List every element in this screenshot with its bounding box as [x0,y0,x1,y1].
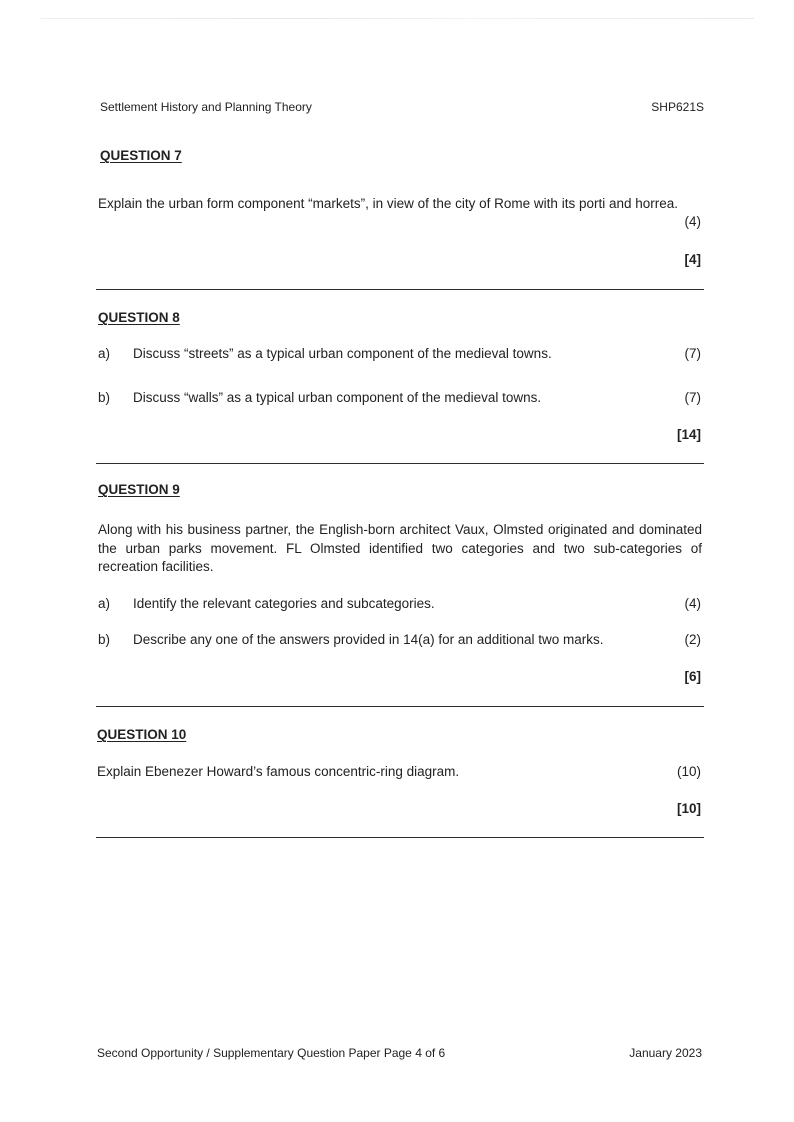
footer-page-info: Second Opportunity / Supplementary Question Paper Page 4 of 6 [97,1046,446,1060]
question-9a-text: Identify the relevant categories and subcategories. [133,596,435,611]
question-9b-text: Describe any one of the answers provided in 14(a) for an additional two marks. [133,632,604,647]
question-9b-label: b) [98,632,111,647]
question-8-title: QUESTION 8 [98,310,180,325]
question-8b-text: Discuss “walls” as a typical urban component of the medieval towns. [133,390,542,405]
question-8a-mark: (7) [684,346,701,361]
question-9-total: [6] [684,669,701,684]
footer-date: January 2023 [629,1046,702,1060]
question-7-title: QUESTION 7 [100,148,182,163]
course-code: SHP621S [651,100,704,114]
question-9a-label: a) [98,596,111,611]
question-10-mark: (10) [676,764,701,779]
section-divider [96,706,704,707]
question-10-text: Explain Ebenezer Howard’s famous concentric-ring diagram. [97,764,460,779]
section-divider [96,837,704,838]
question-8a-label: a) [98,346,111,361]
question-7-text: Explain the urban form component “markets”, in view of the city of Rome with its porti and horrea. [98,196,679,211]
scan-edge-line [40,18,754,19]
section-divider [96,463,704,464]
question-9a-mark: (4) [684,596,701,611]
question-9-text: Along with his business partner, the English-born architect Vaux, Olmsted originated and dominated the urban parks movement. FL Olmsted identified two categories and two sub-categories of recreation facilities. [98,522,702,574]
question-10-title: QUESTION 10 [97,727,187,742]
question-10-total: [10] [676,801,701,816]
question-8-total: [14] [676,427,701,442]
question-7-total: [4] [684,252,701,267]
question-8b-mark: (7) [684,390,701,405]
question-9-title: QUESTION 9 [98,482,180,497]
question-9b-mark: (2) [684,632,701,647]
question-8a-text: Discuss “streets” as a typical urban component of the medieval towns. [133,346,552,361]
course-title: Settlement History and Planning Theory [100,100,312,114]
question-7-mark: (4) [684,214,701,229]
question-8b-label: b) [98,390,111,405]
section-divider [96,289,704,290]
